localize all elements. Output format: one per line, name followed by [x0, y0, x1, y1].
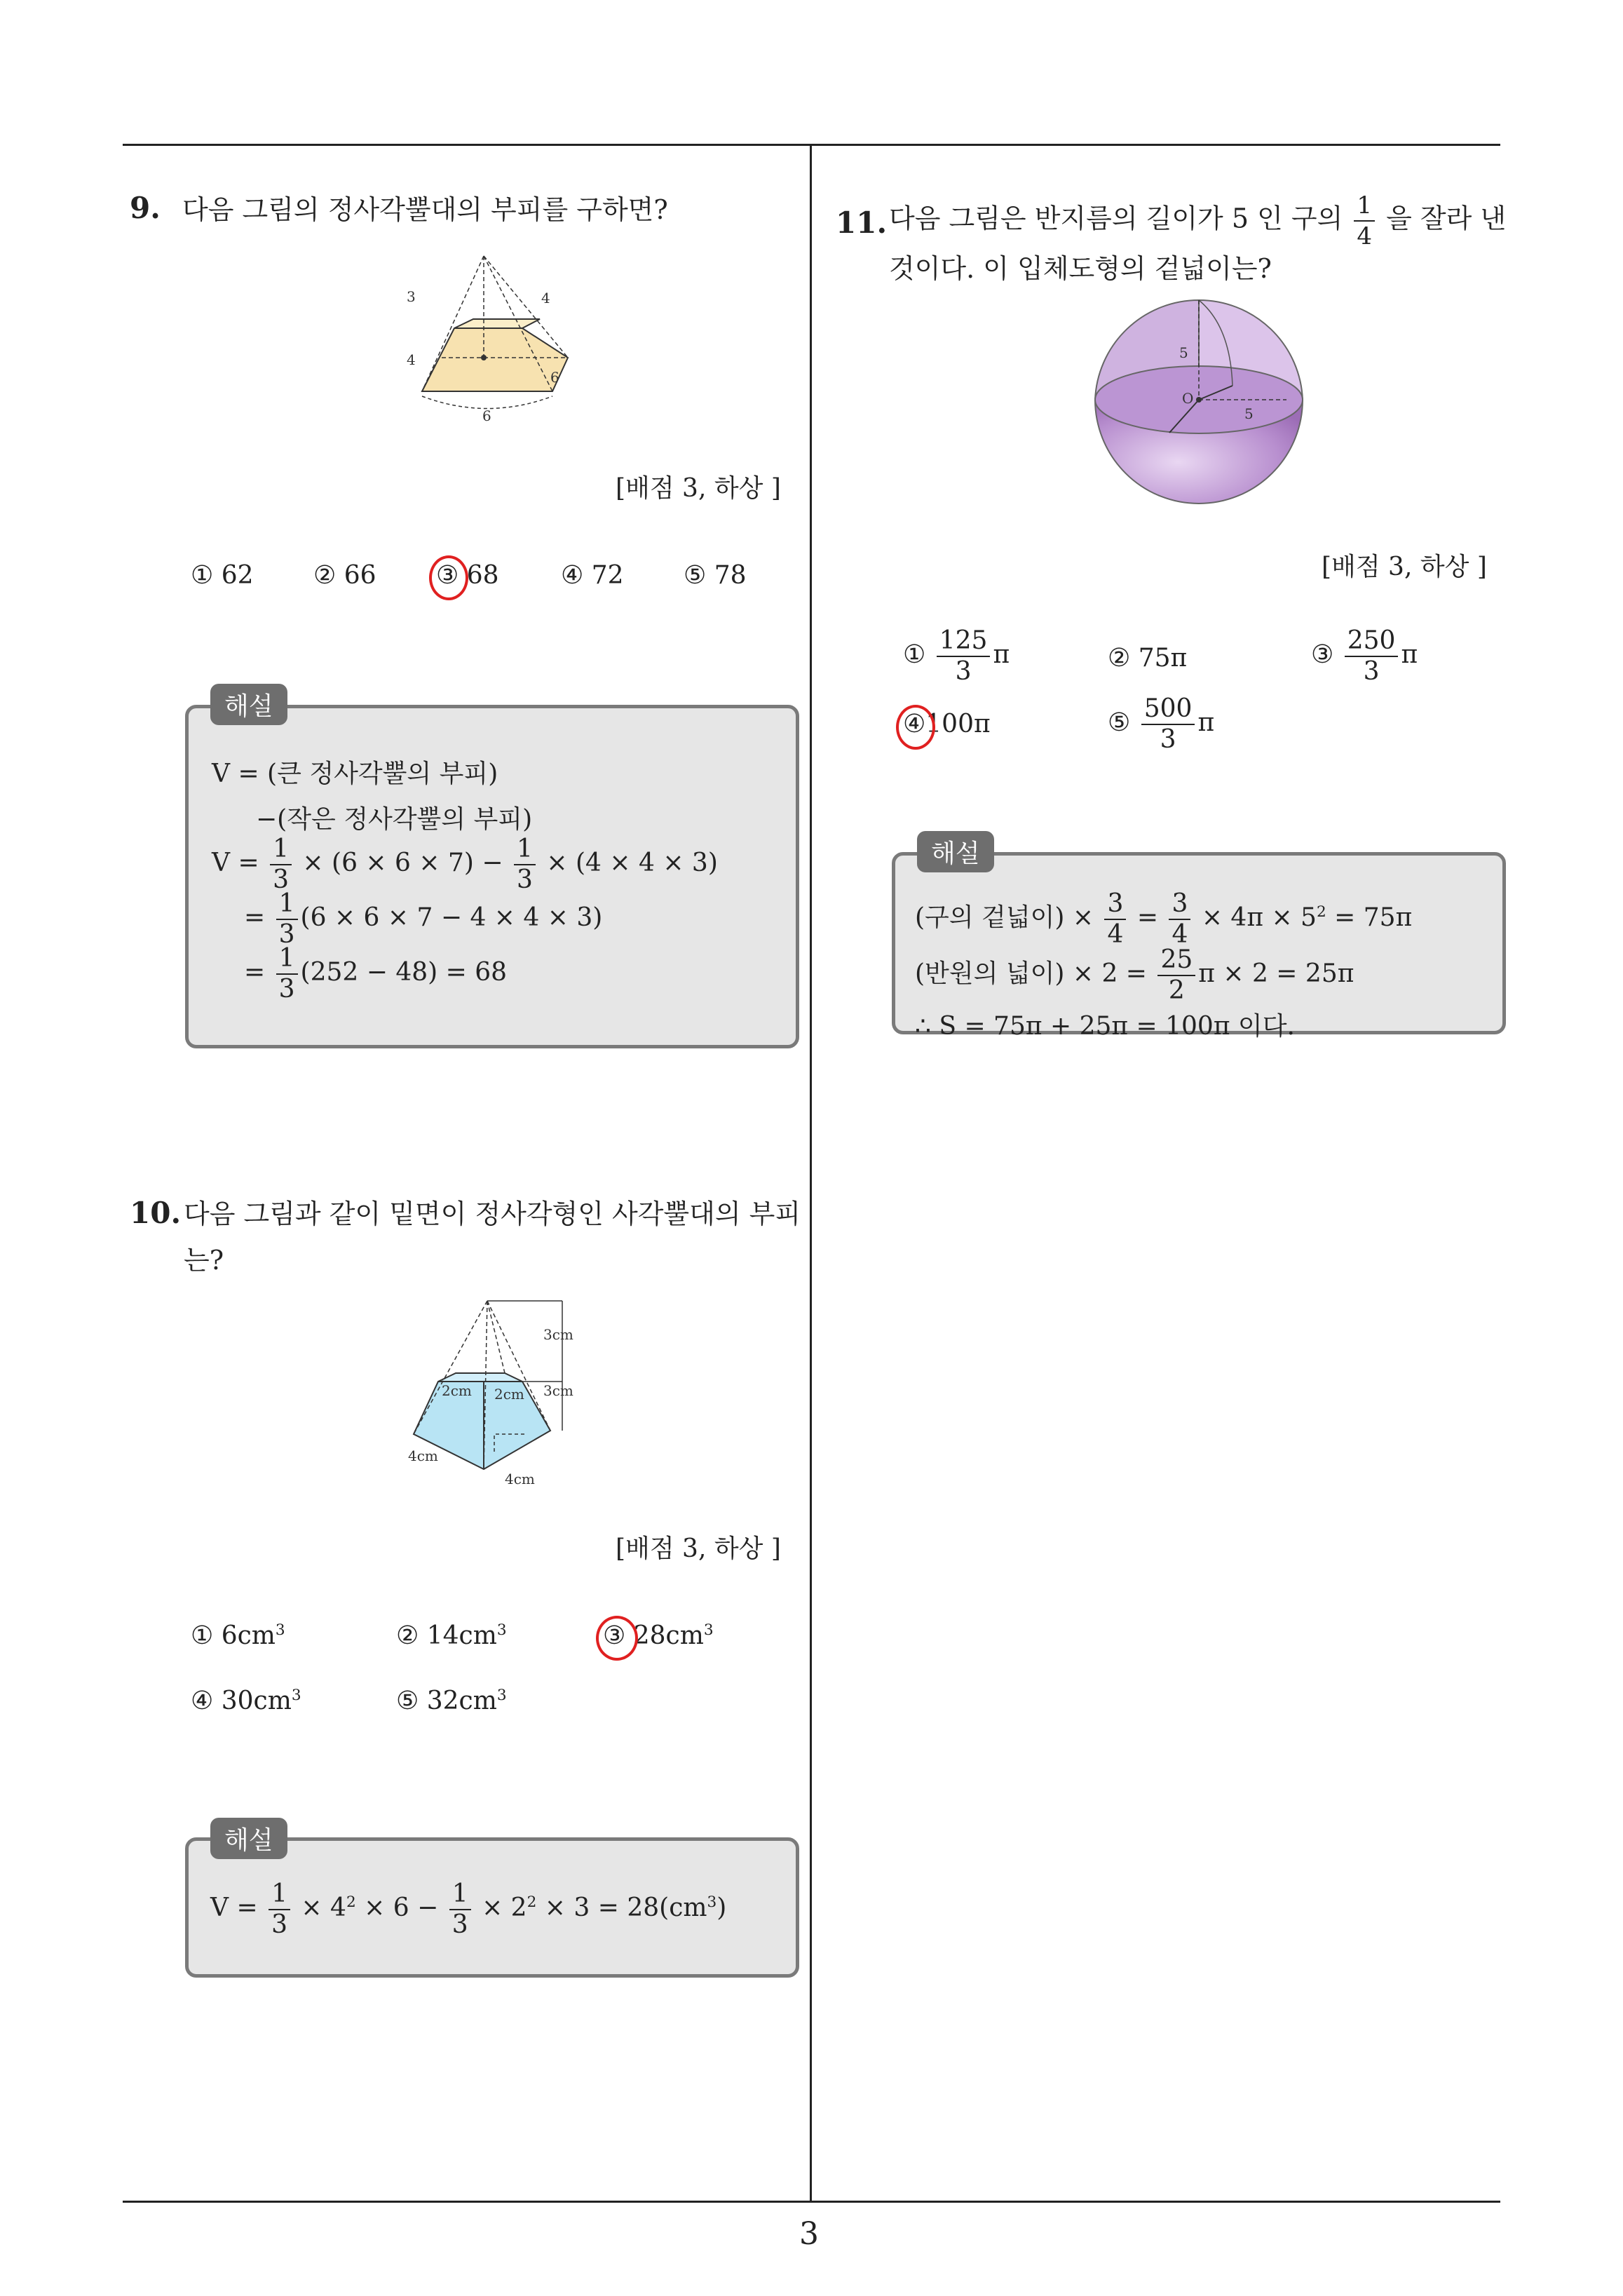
q9-sol-l3b: × (6 × 6 × 7) −: [302, 849, 503, 877]
q11-choice-1-tail: π: [993, 640, 1010, 669]
q9-sol-l4a: =: [244, 903, 266, 932]
q9-choice-5[interactable]: ⑤ 78: [684, 561, 747, 590]
q10-fig-label-3cm-mid: 3cm: [543, 1382, 573, 1399]
den: 3: [955, 657, 972, 686]
num: 500: [1141, 694, 1195, 725]
q9-frustum-fill: [422, 328, 568, 391]
den: 3: [1160, 725, 1176, 754]
q11-choice-5-tail: π: [1197, 708, 1215, 737]
q10-sol-d-exp: 2: [527, 1893, 537, 1911]
q9-sol-frac-1: [270, 835, 292, 895]
page-number: 3: [799, 2216, 819, 2252]
q10-choice-2-exp: 3: [496, 1621, 507, 1639]
q9-sol-line-1: V = (큰 정사각뿔의 부피): [212, 759, 498, 788]
den: 4: [1107, 920, 1124, 949]
q9-sol-frac-3: [276, 889, 298, 950]
q11-sol-l2b: π × 2 = 25π: [1198, 959, 1354, 988]
q11-text-frac: [1354, 191, 1375, 251]
column-divider: [810, 144, 812, 2202]
den: 3: [271, 1910, 287, 1939]
q11-sol-l1-exp: 2: [1316, 903, 1326, 921]
q10-choice-2[interactable]: [396, 1621, 507, 1650]
q9-choice-4[interactable]: ④ 72: [561, 561, 624, 590]
q10-sol-frac-2: [449, 1879, 471, 1940]
q11-sol-frac-3: [1157, 945, 1195, 1006]
q11-solution-tag: 해설: [917, 831, 994, 872]
num: 1: [276, 944, 298, 975]
q11-choice-5[interactable]: [1108, 694, 1214, 755]
q11-fig-label-O: O: [1182, 390, 1194, 407]
bottom-rule: [123, 2201, 1500, 2203]
num: 125: [937, 626, 991, 657]
q11-choice-3-mark: ③: [1311, 640, 1334, 669]
q10-choice-1[interactable]: [191, 1621, 285, 1650]
q11-text-1: [889, 191, 1506, 251]
q11-text-2: 것이다. 이 입체도형의 겉넓이는?: [889, 253, 1272, 284]
q11-sol-l1c: × 4π × 5: [1201, 903, 1317, 932]
q10-sol-f: ): [717, 1893, 727, 1922]
q10-choice-5-text: ⑤ 32cm: [396, 1687, 497, 1715]
q11-choice-1-frac: [937, 626, 991, 687]
q9-choice-1[interactable]: ① 62: [191, 561, 254, 590]
q10-choice-5[interactable]: [396, 1687, 507, 1715]
num: 3: [1104, 889, 1126, 920]
q9-frustum-top: [454, 319, 540, 328]
q11-sphere-figure: [1087, 298, 1311, 522]
q10-sol-a: V =: [210, 1893, 258, 1922]
q10-answer-mark: [596, 1616, 638, 1661]
q9-sol-line-3: [212, 835, 718, 895]
den: 3: [278, 975, 295, 1004]
q11-center-point: [1196, 397, 1202, 403]
q10-score: [배점 3, 하상 ]: [616, 1534, 781, 1563]
q10-text-1: 다음 그림과 같이 밑면이 정사각형인 사각뿔대의 부피: [184, 1198, 801, 1229]
q9-fig-label-4b: 4: [407, 351, 416, 368]
q9-sol-line-4: [244, 889, 602, 950]
q9-sol-frac-2: [514, 835, 536, 895]
num: 250: [1345, 626, 1399, 657]
q10-choice-2-text: ② 14cm: [396, 1621, 497, 1650]
q11-sol-line-3: ∴ S = 75π + 25π = 100π 이다.: [915, 1012, 1295, 1041]
q9-fig-label-3: 3: [407, 288, 416, 305]
q9-frustum-figure: [407, 245, 589, 428]
den: 4: [1172, 920, 1188, 949]
q10-fig-label-2cm-a: 2cm: [442, 1382, 472, 1399]
q9-sol-line-5: [244, 944, 507, 1004]
q11-choice-2-mark: ②: [1108, 644, 1131, 673]
q9-score: [배점 3, 하상 ]: [616, 474, 781, 503]
q10-choice-4[interactable]: [191, 1687, 301, 1715]
q10-choice-4-exp: 3: [291, 1687, 301, 1704]
q9-sol-line-2: −(작은 정사각뿔의 부피): [256, 805, 533, 834]
q11-choice-5-mark: ⑤: [1108, 708, 1131, 737]
q11-sol-frac-1: [1104, 889, 1126, 950]
num: 1: [269, 1879, 290, 1910]
q10-sol-line: [210, 1879, 726, 1940]
q11-sol-l1d: = 75π: [1334, 903, 1413, 932]
q11-sol-l2a: (반원의 넓이) × 2 =: [915, 959, 1147, 988]
q10-choice-1-text: ① 6cm: [191, 1621, 276, 1650]
q9-solution-tag: 해설: [210, 684, 287, 725]
q10-choice-3-text: ③ 28cm: [603, 1621, 704, 1650]
q10-text-2: 는?: [184, 1245, 224, 1276]
q9-sol-l5b: (252 − 48) = 68: [300, 958, 508, 987]
q9-answer-mark: [429, 555, 468, 600]
q9-sol-l3c: × (4 × 4 × 3): [546, 849, 718, 877]
q11-sol-l1a: (구의 겉넓이) ×: [915, 903, 1094, 932]
q10-sol-b-exp: 2: [346, 1893, 356, 1911]
q10-sol-d: × 2: [482, 1893, 527, 1922]
num: 25: [1157, 945, 1195, 976]
q9-fig-label-6a: 6: [482, 407, 491, 424]
q11-choice-3-frac: [1345, 626, 1399, 687]
q10-choice-5-exp: 3: [496, 1687, 507, 1704]
q11-sol-l1b: =: [1136, 903, 1159, 932]
q9-sol-l4b: (6 × 6 × 7 − 4 × 4 × 3): [300, 903, 603, 932]
den: 4: [1357, 222, 1373, 250]
q11-choice-3[interactable]: [1311, 626, 1418, 687]
q10-choice-1-exp: 3: [275, 1621, 285, 1639]
q10-fig-label-2cm-b: 2cm: [494, 1386, 524, 1403]
q9-sol-l3a: V =: [212, 849, 259, 877]
den: 3: [451, 1910, 468, 1939]
num: 1: [270, 835, 292, 865]
q11-fig-label-5-vert: 5: [1179, 344, 1188, 361]
q11-text-1b: 을 잘라 낸: [1386, 203, 1507, 234]
q10-sol-b: × 4: [301, 1893, 346, 1922]
q9-fig-label-6b: 6: [550, 369, 559, 386]
q10-fig-label-3cm-top: 3cm: [543, 1326, 573, 1343]
q9-number: 9.: [130, 191, 161, 225]
den: 3: [278, 920, 295, 949]
q10-sol-e: × 3 = 28(cm: [544, 1893, 707, 1922]
q10-frustum-figure: [400, 1290, 603, 1494]
q11-choice-4-mark: ④: [903, 710, 926, 738]
q11-choice-1[interactable]: [903, 626, 1010, 687]
q9-choice-2[interactable]: ② 66: [313, 561, 376, 590]
q10-choice-4-text: ④ 30cm: [191, 1687, 292, 1715]
q9-choice-3[interactable]: ③ 68: [436, 561, 499, 590]
q11-choice-3-tail: π: [1401, 640, 1418, 669]
q10-number: 10.: [130, 1196, 182, 1230]
q10-fig-label-4cm-a: 4cm: [408, 1447, 438, 1464]
num: 1: [449, 1879, 471, 1910]
num: 1: [1354, 191, 1375, 222]
den: 2: [1168, 976, 1185, 1005]
num: 1: [514, 835, 536, 865]
q11-choice-2-text: 75π: [1138, 644, 1188, 673]
q11-fig-label-5-horiz: 5: [1244, 405, 1254, 422]
q10-fig-label-4cm-b: 4cm: [505, 1471, 535, 1487]
q11-sol-frac-2: [1169, 889, 1190, 950]
q11-choice-2[interactable]: [1108, 644, 1187, 673]
den: 3: [273, 865, 289, 894]
q9-sol-l5a: =: [244, 958, 266, 987]
q9-text: 다음 그림의 정사각뿔대의 부피를 구하면?: [182, 194, 668, 225]
num: 1: [276, 889, 298, 920]
q11-choice-5-frac: [1141, 694, 1195, 755]
q11-answer-mark: [896, 705, 935, 750]
q10-sol-c: × 6 −: [364, 1893, 439, 1922]
num: 3: [1169, 889, 1190, 920]
q10-choice-3-exp: 3: [703, 1621, 714, 1639]
q11-sol-line-1: [915, 889, 1412, 950]
q11-score: [배점 3, 하상 ]: [1322, 553, 1487, 581]
q10-sol-e-exp: 3: [707, 1893, 717, 1911]
q10-solution-tag: 해설: [210, 1818, 287, 1859]
q11-text-1a: 다음 그림은 반지름의 길이가 5 인 구의: [889, 203, 1343, 234]
q9-sol-frac-4: [276, 944, 298, 1004]
den: 3: [1363, 657, 1380, 686]
q11-choice-4-text: 100π: [925, 710, 991, 738]
q11-choice-1-mark: ①: [903, 640, 926, 669]
q11-sol-line-2: [915, 945, 1354, 1006]
q10-sol-frac-1: [269, 1879, 290, 1940]
den: 3: [517, 865, 533, 894]
q9-fig-label-4a: 4: [541, 290, 550, 306]
q11-number: 11.: [836, 205, 888, 240]
